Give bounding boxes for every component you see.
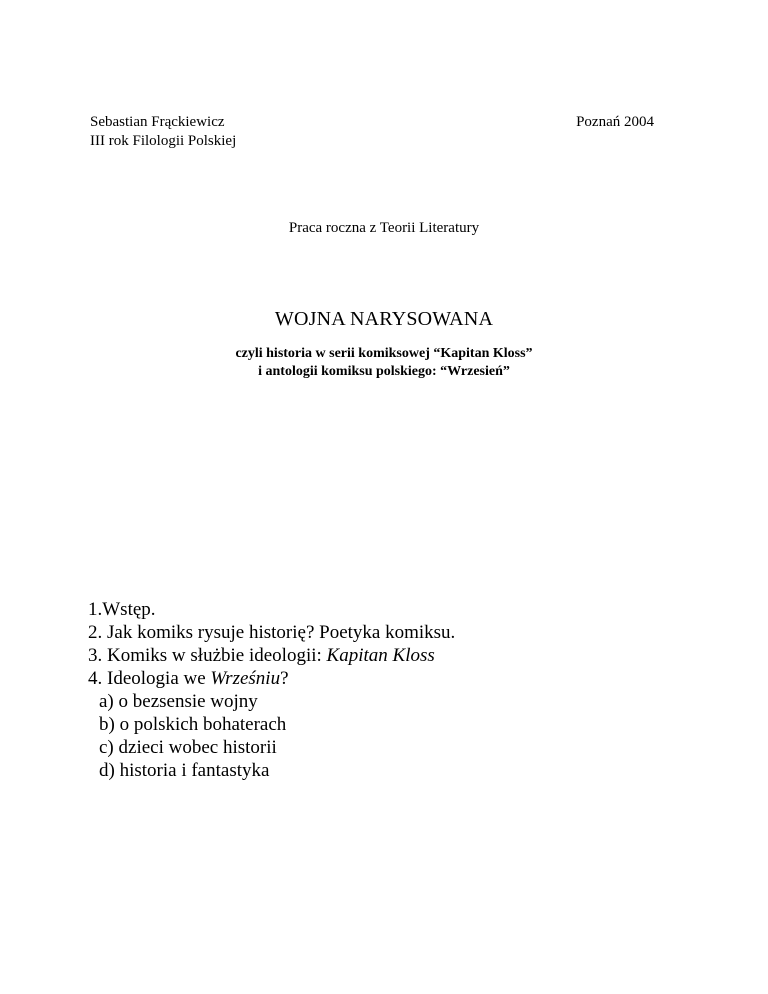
toc-item-1: 1.Wstęp. bbox=[88, 599, 156, 620]
toc-subitem-d: d) historia i fantastyka bbox=[99, 760, 270, 781]
toc-subitem-b: b) o polskich bohaterach bbox=[99, 714, 287, 735]
author-block bbox=[90, 113, 236, 151]
subtitle-line-1: czyli historia w serii komiksowej “Kapitan Kloss” bbox=[235, 346, 533, 361]
document-subtitle bbox=[0, 345, 768, 381]
toc-item-4-text: 4. Ideologia we bbox=[88, 668, 211, 689]
toc-item-3-italic: Kapitan Kloss bbox=[326, 645, 435, 666]
author-name: Sebastian Frąckiewicz bbox=[90, 114, 225, 130]
table-of-contents bbox=[88, 598, 455, 782]
place-date: Poznań 2004 bbox=[576, 114, 654, 130]
thesis-type: Praca roczna z Teorii Literatury bbox=[288, 220, 480, 236]
document-title: WOJNA NARYSOWANA bbox=[274, 308, 494, 330]
toc-subitem-c: c) dzieci wobec historii bbox=[99, 737, 277, 758]
toc-item-3-text: 3. Komiks w służbie ideologii: bbox=[88, 645, 327, 666]
subtitle-line-2: i antologii komiksu polskiego: “Wrzesień” bbox=[258, 364, 510, 379]
toc-item-4 bbox=[88, 667, 455, 690]
author-program: III rok Filologii Polskiej bbox=[90, 133, 237, 149]
toc-item-4-suffix: ? bbox=[280, 668, 289, 689]
toc-item-2: 2. Jak komiks rysuje historię? Poetyka komiksu. bbox=[88, 622, 456, 643]
toc-item-4-italic: Wrześniu bbox=[210, 668, 281, 689]
toc-subitem-a: a) o bezsensie wojny bbox=[99, 691, 258, 712]
toc-item-3 bbox=[88, 644, 455, 667]
